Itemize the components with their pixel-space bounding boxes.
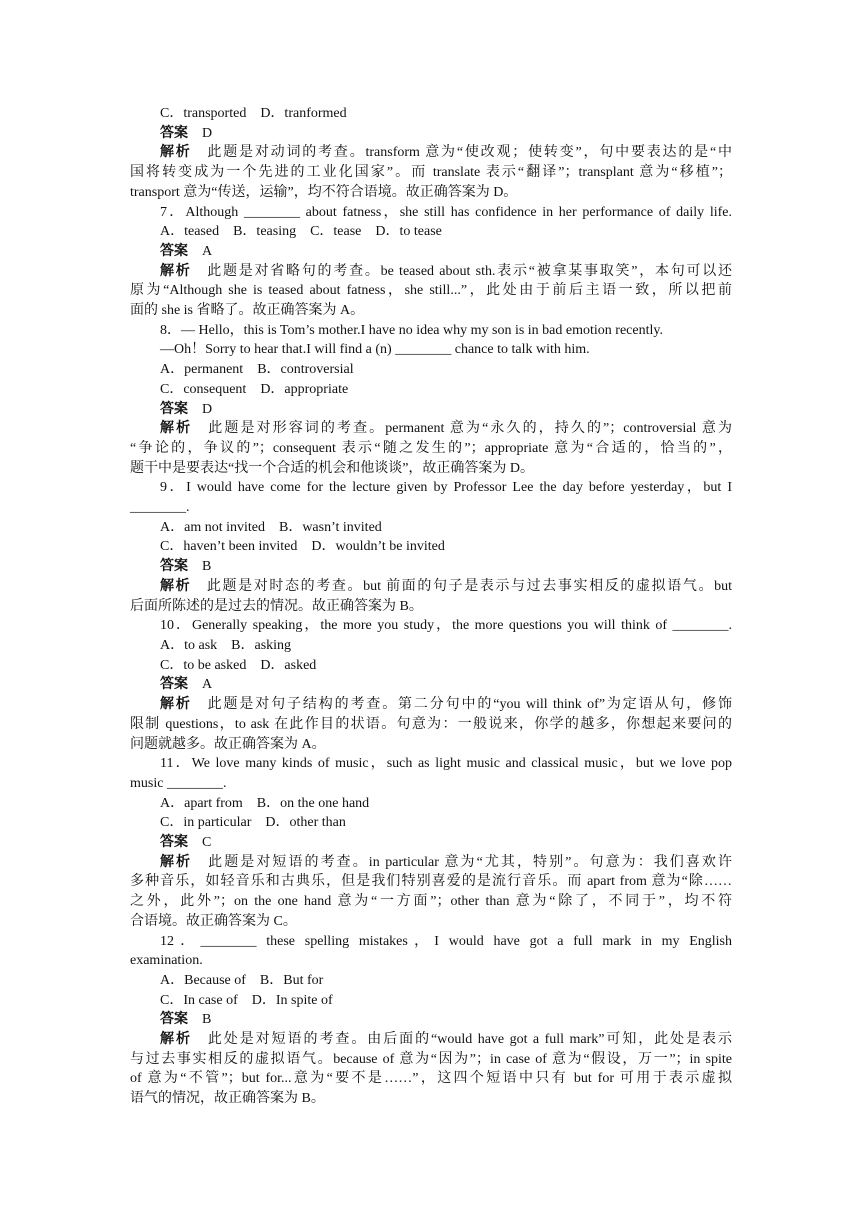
line-text: C．transported D．tranformed bbox=[160, 106, 347, 121]
question-block-q10 bbox=[130, 616, 732, 754]
line-text: “争论的，争议的”；consequent 表示“随之发生的”；appropriate 意为“合适的，恰当的”， bbox=[130, 440, 732, 456]
line-text: ________. bbox=[130, 500, 190, 516]
line-text: 与过去事实相反的虚拟语气。because of 意为“因为”；in case of 意为“假设，万一”；in spite bbox=[130, 1051, 732, 1067]
analysis-label: 解析 bbox=[160, 1032, 192, 1048]
answer-line bbox=[130, 1010, 732, 1030]
text-line bbox=[130, 340, 732, 360]
line-text: 面的 she is 省略了。故正确答案为 A。 bbox=[130, 303, 365, 319]
text-line bbox=[130, 892, 732, 912]
answer-line bbox=[130, 242, 732, 262]
text-line bbox=[130, 656, 732, 676]
text-line bbox=[130, 459, 732, 479]
text-line bbox=[130, 203, 732, 223]
question-block-q11 bbox=[130, 754, 732, 931]
analysis-label: 解析 bbox=[160, 854, 193, 870]
line-text: D bbox=[188, 401, 213, 417]
text-line bbox=[130, 991, 732, 1011]
answer-label: 答案 bbox=[160, 677, 188, 693]
question-block-q8 bbox=[130, 321, 732, 479]
answer-line bbox=[130, 124, 732, 144]
line-text: examination. bbox=[130, 953, 203, 969]
line-text: A．apart from B．on the one hand bbox=[160, 795, 370, 811]
text-line bbox=[130, 813, 732, 833]
line-text: 12．________ these spelling mistakes，I would have got a full mark in my English bbox=[160, 933, 732, 949]
line-text: A bbox=[188, 677, 213, 693]
text-line bbox=[130, 715, 732, 735]
text-line bbox=[130, 616, 732, 636]
text-line bbox=[130, 478, 732, 498]
line-text: C．consequent D．appropriate bbox=[160, 381, 349, 397]
text-line bbox=[130, 1089, 732, 1109]
line-text: A．am not invited B．wasn’t invited bbox=[160, 519, 382, 535]
analysis-label: 解析 bbox=[160, 421, 193, 437]
line-text: 7．Although ________ about fatness，she still has confidence in her performance of daily life. bbox=[160, 204, 732, 220]
line-text: 此题是对句子结构的考查。第二分句中的“you will think of”为定语从句，修饰 bbox=[191, 697, 733, 713]
text-line bbox=[130, 971, 732, 991]
line-text: 9．I would have come for the lecture given by Professor Lee the day before yesterday，but I bbox=[160, 480, 732, 496]
analysis-line bbox=[130, 853, 732, 873]
text-line bbox=[130, 735, 732, 755]
text-line bbox=[130, 912, 732, 932]
line-text: C bbox=[188, 835, 212, 851]
line-text: A bbox=[188, 243, 213, 259]
line-text: 限制 questions，to ask 在此作目的状语。句意为：一般说来，你学的越多，你想起来要问的 bbox=[130, 716, 732, 732]
answer-label: 答案 bbox=[160, 1012, 188, 1028]
text-line bbox=[130, 872, 732, 892]
answer-label: 答案 bbox=[160, 125, 188, 141]
analysis-label: 解析 bbox=[160, 263, 192, 279]
line-text: A．permanent B．controversial bbox=[160, 362, 354, 378]
line-text: music ________. bbox=[130, 775, 227, 791]
line-text: —Oh！Sorry to hear that.I will find a (n) ________ chance to talk with him. bbox=[160, 342, 590, 358]
question-block-q12 bbox=[130, 932, 732, 1109]
line-text: 此题是对省略句的考查。be teased about sth.表示“被拿某事取笑”，本句可以还 bbox=[191, 263, 733, 279]
line-text: 此题是对形容词的考查。permanent 意为“永久的，持久的”；controversial 意为 bbox=[192, 421, 733, 437]
text-line bbox=[130, 439, 732, 459]
text-line bbox=[130, 597, 732, 617]
text-line bbox=[130, 518, 732, 538]
line-text: B bbox=[188, 1012, 212, 1028]
line-text: 国将转变成为一个先进的工业化国家”。而 translate 表示“翻译”；transplant 意为“移植”； bbox=[130, 165, 732, 181]
line-text: 此题是对动词的考查。transform 意为“使改观；使转变”，句中要表达的是“中 bbox=[191, 145, 733, 161]
question-block-q6 bbox=[130, 104, 732, 203]
line-text: 语气的情况，故正确答案为 B。 bbox=[130, 1091, 325, 1107]
line-text: 此题是对时态的考查。but 前面的句子是表示与过去事实相反的虚拟语气。but bbox=[191, 578, 733, 594]
text-line bbox=[130, 321, 732, 341]
answer-label: 答案 bbox=[160, 401, 188, 417]
line-text: 8．— Hello，this is Tom’s mother.I have no idea why my son is in bad emotion recently. bbox=[160, 322, 663, 338]
analysis-label: 解析 bbox=[160, 145, 192, 161]
text-line bbox=[130, 360, 732, 380]
line-text: 多种音乐，如轻音乐和古典乐，但是我们特别喜爱的是流行音乐。而 apart from 意为“除…… bbox=[130, 874, 732, 890]
line-text: C．to be asked D．asked bbox=[160, 657, 317, 673]
text-line bbox=[130, 537, 732, 557]
text-line bbox=[130, 1050, 732, 1070]
answer-label: 答案 bbox=[160, 835, 188, 851]
answer-line bbox=[130, 557, 732, 577]
line-text: 题干中是要表达“找一个合适的机会和他谈谈”，故正确答案为 D。 bbox=[130, 460, 535, 476]
line-text: C．in particular D．other than bbox=[160, 815, 346, 831]
text-line bbox=[130, 222, 732, 242]
analysis-line bbox=[130, 419, 732, 439]
answer-label: 答案 bbox=[160, 559, 188, 575]
text-line bbox=[130, 183, 732, 203]
analysis-line bbox=[130, 143, 732, 163]
text-line bbox=[130, 794, 732, 814]
line-text: A．to ask B．asking bbox=[160, 637, 292, 653]
line-text: of 意为“不管”；but for...意为“要不是……”，这四个短语中只有 but for 可用于表示虚拟 bbox=[130, 1071, 732, 1087]
text-line bbox=[130, 754, 732, 774]
question-block-q7 bbox=[130, 203, 732, 321]
answer-line bbox=[130, 675, 732, 695]
line-text: C．In case of D．In spite of bbox=[160, 992, 333, 1008]
line-text: A．Because of B．But for bbox=[160, 972, 324, 988]
answer-line bbox=[130, 400, 732, 420]
line-text: 问题就越多。故正确答案为 A。 bbox=[130, 736, 326, 752]
text-line bbox=[130, 932, 732, 952]
line-text: 11．We love many kinds of music，such as light music and classical music，but we love pop bbox=[160, 756, 732, 772]
analysis-line bbox=[130, 1030, 732, 1050]
line-text: A．teased B．teasing C．tease D．to tease bbox=[160, 224, 442, 240]
question-block-q9 bbox=[130, 478, 732, 616]
line-text: transport 意为“传送，运输”，均不符合语境。故正确答案为 D。 bbox=[130, 184, 518, 200]
analysis-label: 解析 bbox=[160, 697, 192, 713]
text-line bbox=[130, 301, 732, 321]
line-text: 此处是对短语的考查。由后面的“would have got a full mark”可知，此处是表示 bbox=[191, 1032, 732, 1048]
line-text: 之外，此外”；on the one hand 意为“一方面”；other than 意为“除了，不同于”，均不符 bbox=[130, 894, 732, 910]
line-text: D bbox=[188, 125, 213, 141]
line-text: B bbox=[188, 559, 212, 575]
text-line bbox=[130, 163, 732, 183]
text-line bbox=[130, 104, 732, 124]
text-line bbox=[130, 281, 732, 301]
line-text: 10．Generally speaking，the more you study，the more questions you will think of ________. bbox=[160, 618, 732, 634]
line-text: 后面所陈述的是过去的情况。故正确答案为 B。 bbox=[130, 598, 423, 614]
analysis-line bbox=[130, 262, 732, 282]
line-text: 原为“Although she is teased about fatness，she still...”，此处由于前后主语一致，所以把前 bbox=[130, 283, 732, 299]
analysis-line bbox=[130, 695, 732, 715]
text-line bbox=[130, 380, 732, 400]
answer-label: 答案 bbox=[160, 243, 188, 259]
line-text: C．haven’t been invited D．wouldn’t be invited bbox=[160, 539, 445, 555]
analysis-label: 解析 bbox=[160, 578, 192, 594]
text-line bbox=[130, 774, 732, 794]
text-line bbox=[130, 1069, 732, 1089]
text-line bbox=[130, 636, 732, 656]
text-line bbox=[130, 498, 732, 518]
analysis-line bbox=[130, 577, 732, 597]
document-page bbox=[130, 104, 732, 1109]
text-line bbox=[130, 951, 732, 971]
answer-line bbox=[130, 833, 732, 853]
line-text: 合语境。故正确答案为 C。 bbox=[130, 913, 297, 929]
line-text: 此题是对短语的考查。in particular 意为“尤其，特别”。句意为：我们喜欢许 bbox=[192, 854, 732, 870]
